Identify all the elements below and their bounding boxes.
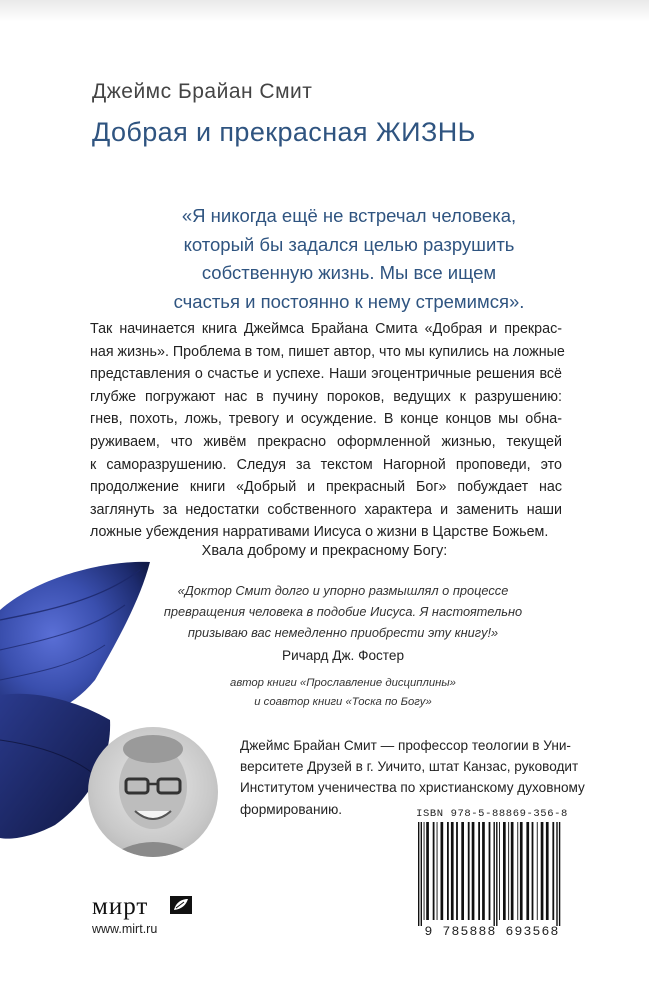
barcode-bar	[532, 822, 534, 920]
opening-quote	[140, 202, 558, 317]
barcode-bar	[508, 822, 509, 920]
barcode-bar	[556, 822, 557, 926]
barcode-bar	[559, 822, 560, 926]
publisher-website: www.mirt.ru	[92, 922, 158, 936]
bio-line: формированию.	[240, 801, 343, 817]
praise-quote-line: «Доктор Смит долго и упорно размышлял о процессе	[177, 583, 509, 598]
quote-line: собственную жизнь. Мы все ищем	[201, 262, 497, 284]
barcode-bar	[447, 822, 449, 920]
barcode-bar	[421, 822, 422, 926]
barcode-bar	[489, 822, 491, 920]
barcode-bar	[441, 822, 444, 920]
praise-role-line: и соавтор книги «Тоска по Богу»	[254, 696, 432, 708]
barcode-bar	[511, 822, 514, 920]
publisher-logo: мирт	[92, 893, 149, 920]
quote-line: счастья и постоянно к нему стремимся».	[173, 291, 525, 313]
top-shadow	[0, 0, 649, 22]
author-photo	[88, 727, 218, 857]
praise-author: Ричард Дж. Фостер	[282, 648, 404, 663]
barcode-bar	[494, 822, 495, 926]
author-portrait-image	[88, 727, 218, 857]
barcode-bars	[412, 822, 572, 926]
barcode-bar	[468, 822, 470, 920]
barcode-bar	[496, 822, 497, 926]
bio-line: Джеймс Брайан Смит — профессор теологии в Уни-	[240, 738, 571, 753]
barcode-bar	[461, 822, 464, 920]
description-line: ложные убеждения нарративами Иисуса о жизни в Царстве Божьем.	[90, 524, 549, 541]
bio-line: Институтом ученичества по христианскому духовному	[240, 780, 585, 796]
barcode-number: 9 785888 693568	[424, 924, 560, 939]
isbn-barcode	[412, 808, 572, 948]
barcode-bar	[424, 822, 425, 920]
book-description	[90, 318, 565, 544]
praise-role-line: автор книги «Прославление дисциплины»	[230, 677, 456, 689]
barcode-bar	[520, 822, 523, 920]
barcode-bar	[546, 822, 549, 920]
barcode-bar	[433, 822, 435, 920]
barcode-bar	[437, 822, 438, 920]
barcode-bar	[499, 822, 500, 920]
description-line: к саморазрушению. Следуя за текстом Нагорной проповеди, это	[90, 456, 562, 473]
bio-line: верситете Друзей в г. Уичито, штат Канзас, руководит	[240, 759, 579, 775]
isbn-text: ISBN 978-5-88869-356-8	[416, 808, 568, 820]
barcode-bar	[472, 822, 475, 920]
quote-line: «Я никогда ещё не встречал человека,	[181, 205, 517, 226]
book-title: Добрая и прекрасная ЖИЗНЬ	[92, 117, 476, 147]
barcode-bar	[526, 822, 529, 920]
barcode-bar	[541, 822, 544, 920]
barcode-bar	[426, 822, 429, 920]
description-line: ная жизнь». Проблема в том, пишет автор, что мы купились на ложные	[90, 343, 565, 360]
book-author: Джеймс Брайан Смит	[92, 80, 313, 103]
praise-quote-line: превращения человека в подобие Иисуса. Я настоятельно	[163, 604, 523, 619]
praise-quote-line: призываю вас немедленно приобрести эту книгу!»	[187, 625, 499, 640]
barcode-bar	[418, 822, 419, 926]
barcode-bar	[517, 822, 518, 920]
barcode-bar	[503, 822, 506, 920]
description-line: представления о счастье и успехе. Наши эгоцентричные решения всё	[90, 366, 562, 383]
barcode-bar	[552, 822, 554, 920]
description-line: продолжение книги «Добрый и прекрасный Бог» побуждает нас	[90, 479, 562, 496]
description-line: заглянуть за недостатки собственного характера и заменить наши	[90, 501, 562, 518]
barcode-bar	[456, 822, 458, 920]
description-line: руживаем, что живём прекрасно оформленной жизнью, текущей	[90, 433, 562, 450]
barcode-bar	[482, 822, 485, 920]
praise-author-role	[0, 674, 649, 712]
description-line: глубже погружают нас в пучину пороков, ведущих к разрушению:	[90, 388, 562, 405]
description-line: гнев, похоть, ложь, тревогу и осуждение. В конце концов мы обна-	[90, 411, 562, 428]
publisher-leaf-icon	[170, 896, 192, 914]
barcode-bar	[537, 822, 538, 920]
barcode-bar	[478, 822, 480, 920]
description-line: Так начинается книга Джеймса Брайана Смита «Добрая и прекрас-	[90, 321, 562, 337]
barcode-bar	[451, 822, 454, 920]
praise-heading: Хвала доброму и прекрасному Богу:	[201, 543, 448, 559]
praise-quote	[158, 580, 528, 643]
quote-line: который бы задался целью разрушить	[183, 233, 515, 255]
